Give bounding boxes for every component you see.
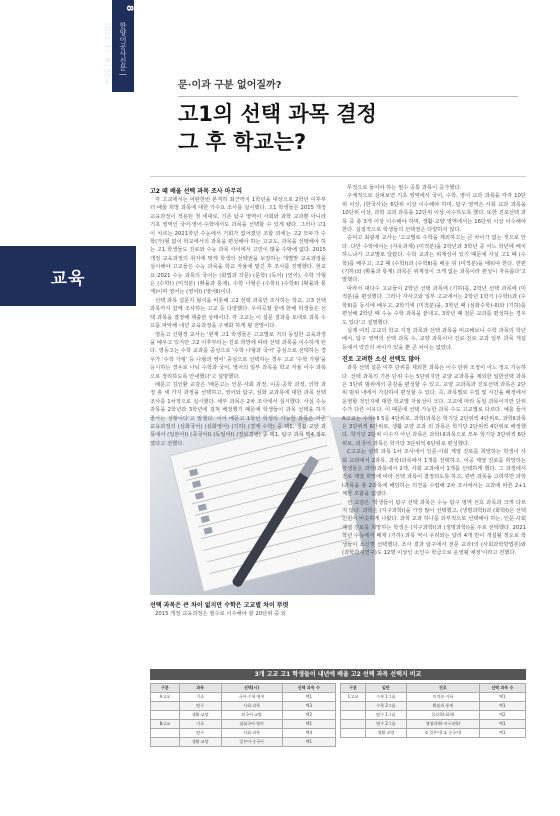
title-line-2: 그 후 학교는? (178, 130, 307, 154)
table-row (151, 702, 336, 711)
table-cell: 기초 (179, 693, 221, 702)
paragraph: 구체적으로 살펴보면 기초 영역에서 국어, 수학, 영어 교과 과목을 각각 10단위 이상, (한국사)는 6단위 이상 이수해야 하며, 탐구 영역은 사회 교과 과목을 10단위 이상, 과학 교과 과목을 12단위 이상 이수하도록 했다. 또한 진로선택 과목 중 총 3개 이상 이수해야 하며, 생활·교양 영역에서는 16단위 이상 이수해야 한다. 실질적으로 학생들의 선택권은 다양하지 않다. (342, 193, 526, 234)
comparison-table-left (150, 683, 336, 747)
table-cell: 국어·수학·영어 (221, 693, 282, 702)
table-header-cell: 일반 (365, 684, 406, 693)
table-row (151, 711, 336, 720)
table-cell (341, 729, 366, 738)
table-row (151, 720, 336, 729)
table-cell: 생명과학Ⅰ·지구과학Ⅰ (406, 720, 479, 729)
table-header-row (151, 684, 336, 693)
paragraph: 영동고 신형정 교사는 '현재 고1 학생들은 고교별로 거의 동일한 교육과정을 배우고 있지만 고2 이후부터는 진로 희망에 따라 선택 과목을 이수하게 된다. 영동고는 수학 교과를 중심으로 '수학 나형과 국어' 중심으로 선택하는 경우가 '수학 가형' 등 나형과 영어' 중심으로 선택하는 경우 고교 '수학 가형'을 응시하는 경우로 나눠 수학과 국어, 영어의 일부 과목을 학교 자율 이수 과목으로 정리하도록 안내했다'고 설명했다. (150, 331, 326, 380)
section-heading: 고2 때 배울 선택 과목 조사 마무리 (150, 188, 243, 195)
paragraph: 숭덕고 최광재 교사는 '고교별로 수학을 제외하고는 큰 차이가 없는 것으로 안다. 다만 수학에서는 (자유과제) (미적분)을 2학년과 3학년 중 어느 학년에 배치하느냐가 고교별로 달랐다. 수학 교과는 위계성이 있기 때문에 사실 고1 때 (수학)를 배우고, 고2 때 (수학Ⅰ)과 (수학Ⅱ)를 배운 뒤 (미적분)을 배워야 한다. 한편 (기하)와 (확률과 통계) 과목은 위계성이 크게 없는 과목이라 편성이 자유롭다'고 말했다. (342, 235, 526, 284)
table-cell: 택1 (479, 720, 525, 729)
table-cell: 일본어·중국어 (221, 738, 282, 747)
title-line-1: 고1의 선택 과목 결정 (178, 102, 377, 126)
table-row (151, 693, 336, 702)
table-cell: 택3 (282, 702, 335, 711)
table-cell: 탐구 2그룹 (365, 720, 406, 729)
table-cell: ① 일본어Ⅰ ② 중국어Ⅰ (406, 729, 479, 738)
table-cell: 택4 (282, 729, 335, 738)
paragraph: 각 고교에서는 어떤한번 본격히 최근까지 1학년을 대상으로 2학년 이후부터 배울 희망 과목에 대한 가수요 조사를 실시했다. 고1 학생들은 2015 개정 교육과정이 적용된 첫 세대로, 기존 탐구 영역이 사회와 과학 교과뿐 아니라 기초 영역인 국어·영어·수학에서도 과목을 선택할 수 있게 됐다. 그러나 고1이 치르는 2021학년 수능에서 기회가 없어졌던 조합 외에는 고2 모두가 수학(가)형 없이 학교에서의 과목을 편성해야 하는 고교도, 과목을 선택해야 하는 고1 학생들도 진로와 수능 과목 사이에서 고민이 많을 수밖에 없다. 2015 개정 교육과정의 취지에 맞게 학생의 선택권을 보장하는 개별맞 교육과정을 실시해야 고교들은 수능 과목을 학교 자율에 맡긴 후 조사를 진행했다. 현교요 2021 수능 과목의 국어는 (화법과 작문) (문학) (독서) (언어), 수학 가형은 (수학Ⅰ) (미적분) (확률과 통계), 수학 나형은 (수학Ⅰ) (수학Ⅱ) (확률과 통계)이며 영어는 (영어Ⅰ) (영어Ⅱ)이다. (150, 197, 326, 296)
table-cell: 택1 (282, 720, 335, 729)
table-cell: 생활·교양 (365, 729, 406, 738)
table-cell: 기초 (179, 720, 221, 729)
table-cell (151, 702, 180, 711)
table-cell: 생활·교양 (179, 711, 221, 720)
header-rule (150, 176, 526, 177)
table-cell: 심화국어·영어 (221, 720, 282, 729)
table-cell: 수학 1그룹 (365, 693, 406, 702)
table-cell (151, 711, 180, 720)
table-cell: 물리학Ⅰ·화학Ⅰ (406, 711, 479, 720)
table-cell: 사회·과학 (221, 702, 282, 711)
section-badge: 교육 (0, 246, 136, 306)
table-cell: A고교 (151, 693, 180, 702)
table-cell: 확률과 통계 (406, 702, 479, 711)
headline-kicker: 문·이과 구분 없어질까? (178, 80, 282, 91)
page-spine (103, 0, 134, 92)
paragraph: 실제 여러 고교의 학교 지정 과목과 선택 과목을 비교해보니 수학 과목의 학년 배치, 탐구 영역의 선택 과목 수, 교양 과목이나 진로·진로 교과 일부 과목 개설 등에서 약간의 차이가 있을 뿐 큰 차이는 없었다. (342, 327, 526, 351)
paragraph: 과목 선택 설문 이후 단위를 제외한 과목은 이수 단위 조정이 어느 정도 가능하다. 선택 과목의 기본 단위 수는 5단위지만 교양 교과목을 제외한 일반선택 과목은 3단위 범위에서 증감을 편성할 수 있고, 교양 교과목과 진로선택 과목은 2단위 범위 내에서 가감하여 편성할 수 있다. 즉, 과목별로 수업 및 시간을 배정에서 운영할 것인지에 대한 학교별 자율성이 크다. 고교에 따라 동일 과목이지만 단위 수가 다른 이유다. 이 때문에 선택 가능한 과목 수도 고교별로 다르다. 예를 들어 A고교는 수학Ⅰ·Ⅱ 5를 4단위로, 과학Ⅰ과목은 학기당 2단위씩 4단위로, 과학Ⅱ과목은 3단위씩 6단위로, 생활·교양 교과 외 과목은 학기당 2단위씩 4단위로 배정했다. 학기당 2단위 이수가 아닌 과목은 과학Ⅰ·Ⅱ과목으로 모두 학기당 3단위씩 6단위로, 외국어 과목은 학기당 3단위씩 6단위로 편성했다. (342, 365, 526, 447)
paragraph: 배문고 김인환 교감은 '배문고는 인문·사회 과정, 이공·공학 과정, 의학 과정 총 세 가지 과정을 선택하고, 영어와 탐구, 심화 교과목에 대한 과목 선택 조사를 1차적으로 실시했다. 세부 과목은 2차 조사에서 실시했다. 사실 수능 과목을 2학년과 3학년에 걸쳐 배정했기 때문에 학생들이 과목 선택을 하기 좋아는 상황이다'고 말했다. 이어 배문고 1학년 학생의 가능한 과목은 기존 교육과정의 (심화국어) (심화영어) (기하) (경제 수학) 중 택1, 생활·교양 과목에서 (일본어Ⅰ) (중국어Ⅰ) (독일어Ⅰ) (정보경영) 중 택1, 탐구 과목 택4 정도였다고 전했다. (150, 381, 326, 447)
table-cell (151, 729, 180, 738)
table-cell: 택2 (479, 711, 525, 720)
table-cell: 택1 (479, 693, 525, 702)
table-row (151, 738, 336, 747)
table-row (341, 711, 526, 720)
table-cell: 택2 (282, 711, 335, 720)
table-cell: 택1 (282, 738, 335, 747)
article-column-1b (150, 598, 326, 618)
table-cell: 택1 (479, 702, 525, 711)
table-row (341, 702, 526, 711)
table-cell (151, 738, 180, 747)
page-title (178, 100, 377, 156)
paragraph: 선 교감은 '학생들이 탐구 선택 과목은 수능 탐구 영역 선호 과목과 크게 다르지 않다. 과학은 (지구과학Ⅰ)을 가장 많이 선택했고, (생명과학Ⅰ)과 (화학Ⅰ)은 선택 인원이 비슷하게 나왔다. 과학 교과 하나를 외부적으로 선택해야 하는, 인문·사회 계열 진로를 희망하는 학생은 (지구과학Ⅰ)과 (생명과학Ⅰ)을 주로 선택했다. 2021학년 수능에서 배제 (기하) 과목 역시 우려와는 달리 4개 반이 개설될 정도로 학생들이 소신껏 선택했다. 조사 결과 탐구에서 전문 교과Ⅰ의 (사회과학방법론)와 (과학과제연구)도 12명 이상인 소인수 학급으로 운영될 예정'이라고 전했다. (342, 499, 526, 557)
table-cell (341, 702, 366, 711)
paragraph: 무적으로 들어야 하는 필수 공통 과목이 증가했다. (347, 185, 462, 191)
table-header-row (341, 684, 526, 693)
table-header-cell: 선택 과목 수 (479, 684, 525, 693)
table-cell: 택1 (282, 693, 335, 702)
paragraph: C고교는 선택 과목 1차 조사에서 인문·사회 계열 진로를 희망하는 학생이 사회 교과에서 2과목, 과학Ⅰ과목에서 1개를 선택하고, 이공 계열 진로를 희망하는 학생들은 과학Ⅰ과목에서 2개, 사회 교과에서 1개를 선택하게 했다. 그 과정에서 진로 계열 희망에 따라 선택 과목이 결정되도록 하고, 관련 과목을 고려하면 과학Ⅰ과목을 총 2과목에 해당하는 의견을 수렴해 2차 조사에서는 교과에 따른 2+1 체한 조합을 없앴다. (342, 449, 526, 498)
page-number: 8 (124, 5, 134, 12)
table-row (151, 729, 336, 738)
paragraph: 선택 과목 설문지 형식을 비롯해 고2 선택 과목만 조사하는 학교, 고3 선택 과목까지 함께 조사하는 고교 등 다양했다. 우여곡절 끝에 한해 학생들은 선택 과목을 결정해 제출한 상태이다. 각 고교는 이 설문 결과를 토대로 과목 수요를 파악해 내년 교육과정을 구체화 하게 될 전망이다. (150, 297, 326, 330)
table-header-cell: 진로 (406, 684, 479, 693)
article-column-2 (342, 184, 526, 666)
table-cell: 택1 (479, 729, 525, 738)
table-cell: 외국어·교양 (221, 711, 282, 720)
table-cell: 수학 2그룹 (365, 702, 406, 711)
table-header-cell: 과목 (179, 684, 221, 693)
article-column-1 (150, 184, 326, 447)
running-head: 한양이공사신문 | 2023. 11. 8 | 50호 (103, 22, 127, 85)
table-cell: B고교 (151, 720, 180, 729)
paragraph: 따라서 대다수 고교들이 2학년 선택 과목에 (기하)를, 2학년 선택 과목에 (미적분)을 편성했다. 그러나 자사고와 일부 고교에서는 2학년 1학기 (수학Ⅰ)과 (수학Ⅱ)를 동시에 배우고, 2학기에 (미적분)을, 3학년 때 (심화수학Ⅰ·Ⅱ)와 (기하)를 편성해 2학년 때 수능 수학 과목을 끝내고, 3학년 때 전문 교과를 편성하는 경우도 있다'고 설명했다. (342, 285, 526, 326)
table-cell: 생활·교양 (179, 738, 221, 747)
table-header-cell: 선택 과목 수 (282, 684, 335, 693)
table-title: 3개 고교 고1 학생들이 내년에 배울 고2 선택 과목 선택지 비교 (150, 669, 526, 680)
table-cell: 탐구 1그룹 (365, 711, 406, 720)
table-row (341, 729, 526, 738)
table-cell: 미적분·기하 (406, 693, 479, 702)
table-header-cell: 구분 (341, 684, 366, 693)
sidebar (0, 0, 135, 816)
table-row (341, 720, 526, 729)
table-cell: C고교 (341, 693, 366, 702)
table-cell: 탐구 (179, 729, 221, 738)
table-cell (341, 711, 366, 720)
comparison-table-right (340, 683, 526, 738)
table-header-cell: 선택(시) (221, 684, 282, 693)
section-heading: 진로 고려한 소신 선택도 많아 (342, 356, 420, 364)
table-cell: 사회·과학 (221, 729, 282, 738)
table-header-cell: 구분 (151, 684, 180, 693)
table-cell (341, 720, 366, 729)
table-cell: 탐구 (179, 702, 221, 711)
paragraph: 2015 개정 교육과정은 필수로 이수해야 할 20단위 중 외 (155, 611, 286, 617)
table-row (341, 693, 526, 702)
section-heading: 선택 과목은 큰 차이 없지만 수학은 고교별 차이 뚜렷 (150, 602, 289, 609)
kicker-divider (178, 96, 518, 97)
